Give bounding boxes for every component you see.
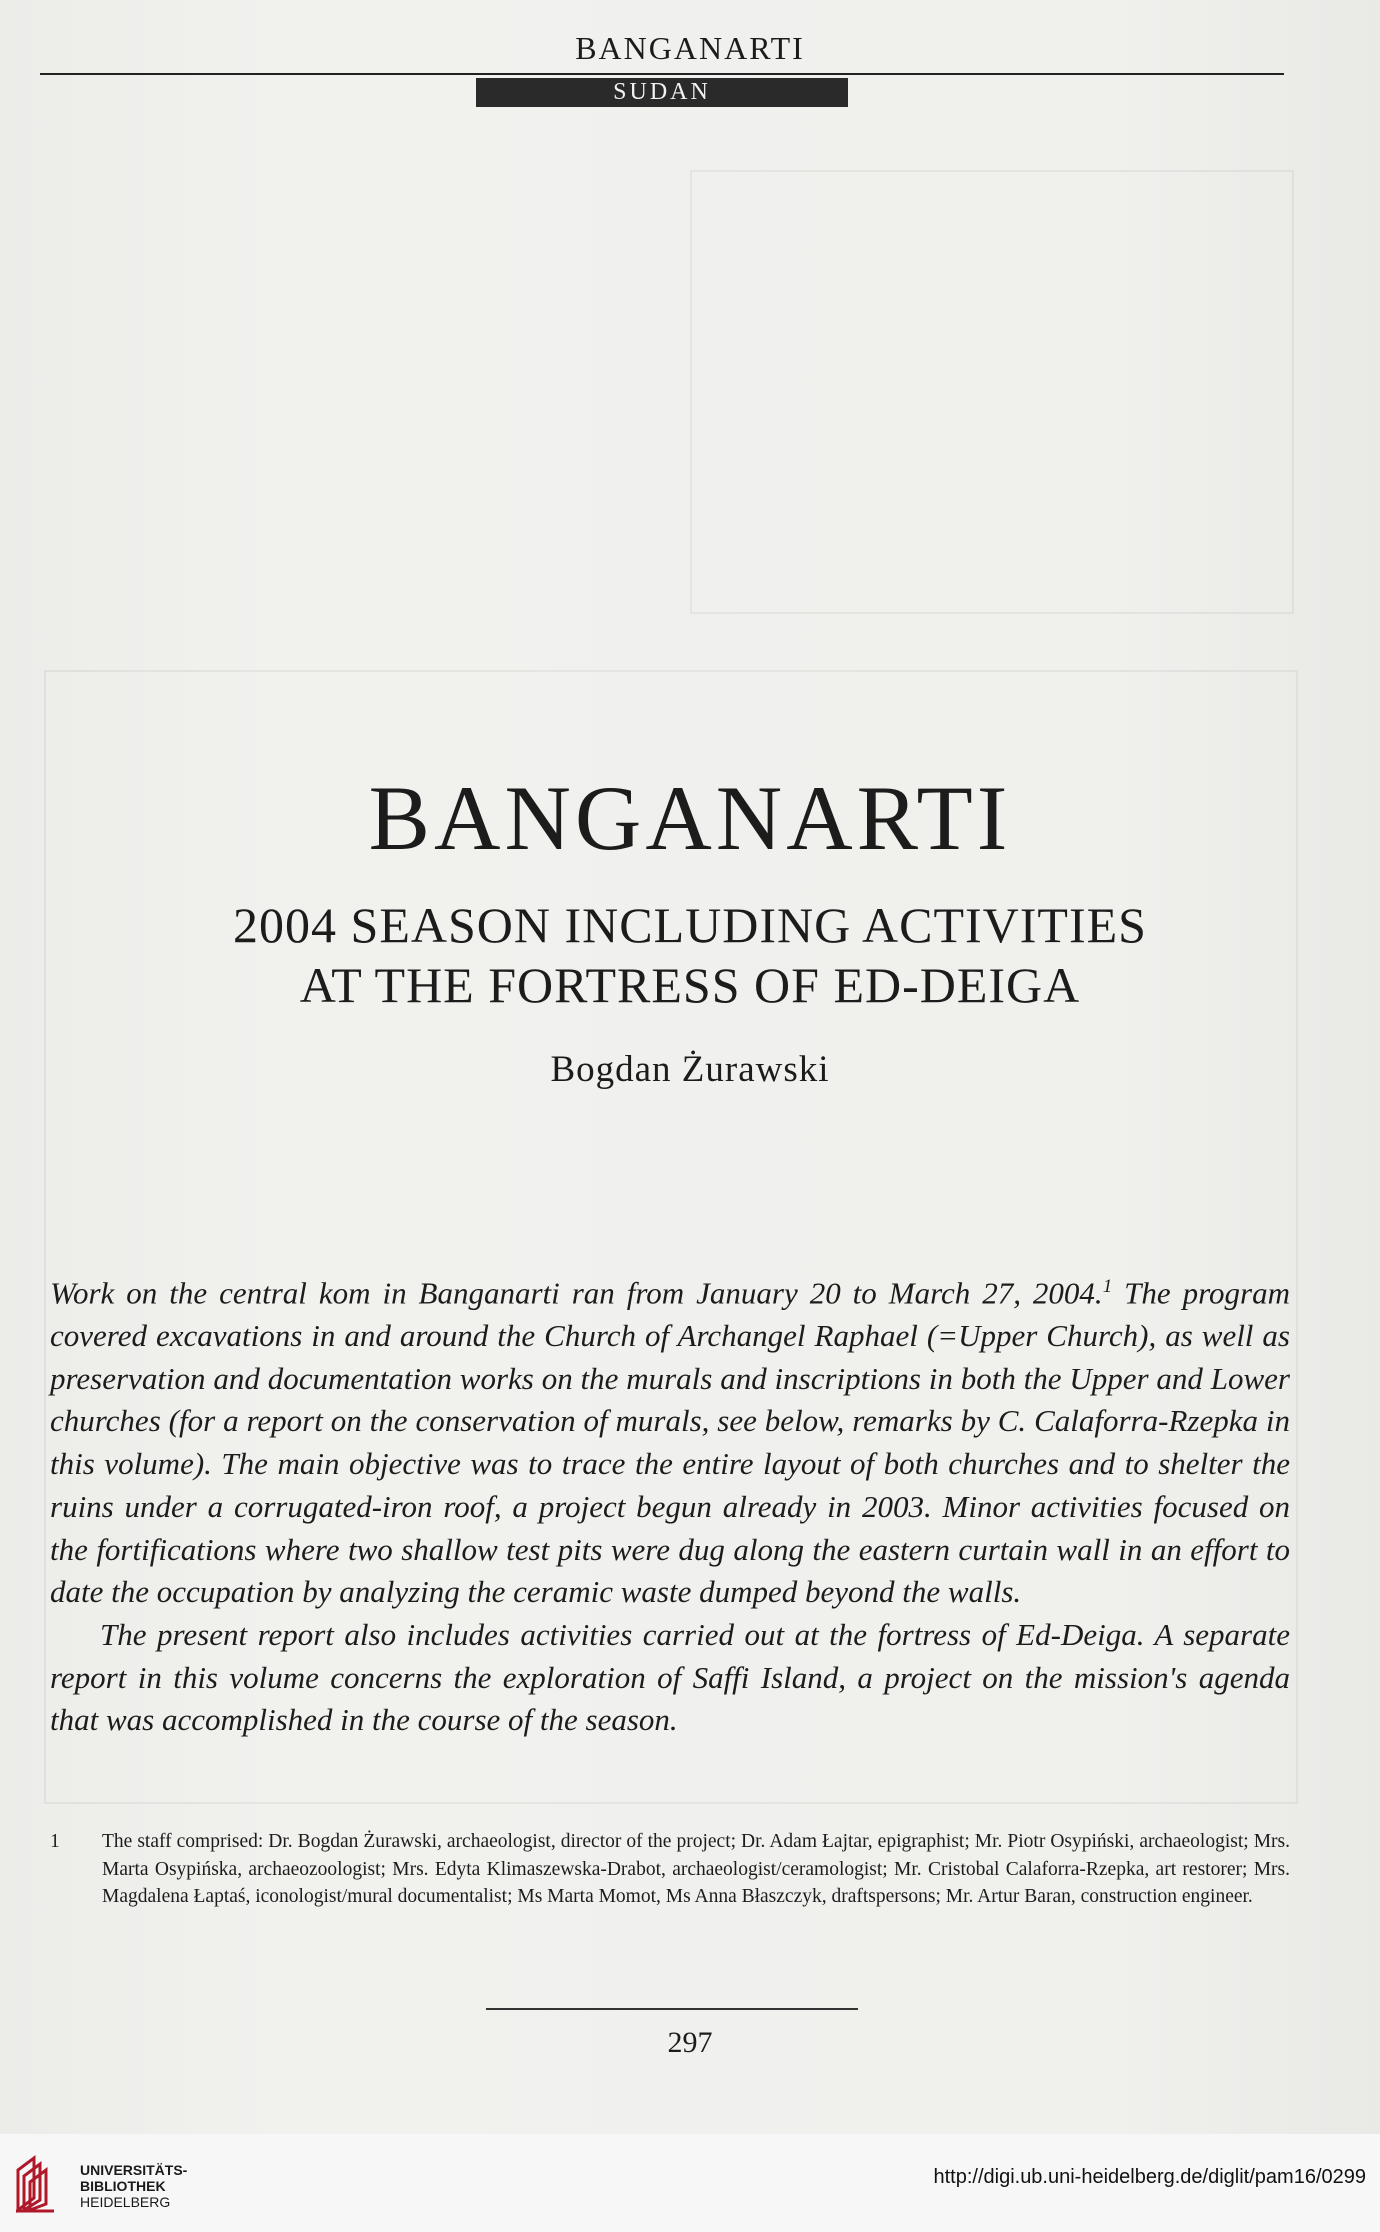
section-label: SUDAN [476, 78, 848, 107]
abstract-p1-rest: The program covered excavations in and around the Church of Archangel Raphael (=Upper Church), as well as preservation and documentation works on the murals and inscriptions in both the Upper and Lower churches (for a report on the conservation of murals, see below, remarks by C. Calaforra-Rzepka in this volume). The main objective was to trace the entire layout of both churches and to shelter the ruins under a corrugated-iron roof, a project begun already in 2003. Minor activities focused on the fortifications where two shallow test pits were dug along the eastern curtain wall in an effort to date the occupation by analyzing the ceramic waste dumped beyond the walls. [50, 1275, 1290, 1610]
university-library-logo-icon[interactable] [14, 2150, 58, 2214]
footnote-text: The staff comprised: Dr. Bogdan Żurawski, archaeologist, director of the project; Dr. Adam Łajtar, epigraphist; Mr. Piotr Osypiński, archaeologist; Mrs. Marta Osypińska, archaeozoologist; Mrs. Edyta Klimaszewska-Drabot, archaeologist/ceramologist; Mr. Cristobal Calaforra-Rzepka, art restorer; Mrs. Magdalena Łaptaś, iconologist/mural documentalist; Ms Marta Momot, Ms Anna Błaszczyk, draftspersons; Mr. Artur Baran, construction engineer. [102, 1831, 1290, 1907]
abstract-p1-start: Work on the central kom in Banganarti ran from January 20 to March 27, 2004. [50, 1275, 1103, 1311]
footer-rule [486, 2008, 858, 2010]
library-name [80, 2162, 187, 2210]
abstract [50, 1266, 1290, 1742]
footnote [50, 1828, 1290, 1911]
abstract-paragraph-2: The present report also includes activities carried out at the fortress of Ed-Deiga. A separate report in this volume concerns the exploration of Saffi Island, a project on the mission's agenda that was accomplished in the course of the season. [50, 1616, 1290, 1738]
show-through-figure [690, 170, 1294, 614]
subtitle-line-2: AT THE FORTRESS OF ED-DEIGA [299, 957, 1081, 1013]
source-url-link[interactable]: http://digi.ub.uni-heidelberg.de/diglit/pam16/0299 [933, 2166, 1366, 2188]
header-rule [40, 73, 1284, 75]
running-head: BANGANARTI [575, 30, 805, 66]
author-name: Bogdan Żurawski [550, 1049, 830, 1090]
article-subtitle [0, 895, 1380, 1015]
abstract-paragraph-1 [50, 1266, 1290, 1614]
article-title: BANGANARTI [368, 767, 1012, 869]
library-name-line-1: UNIVERSITÄTS- [80, 2162, 188, 2178]
library-name-line-2: BIBLIOTHEK [80, 2178, 166, 2194]
page-number: 297 [667, 2026, 713, 2059]
subtitle-line-1: 2004 SEASON INCLUDING ACTIVITIES [233, 897, 1147, 953]
footnote-reference[interactable]: 1 [1102, 1276, 1113, 1297]
footnote-number: 1 [50, 1831, 60, 1852]
library-name-line-3: HEIDELBERG [80, 2194, 171, 2210]
